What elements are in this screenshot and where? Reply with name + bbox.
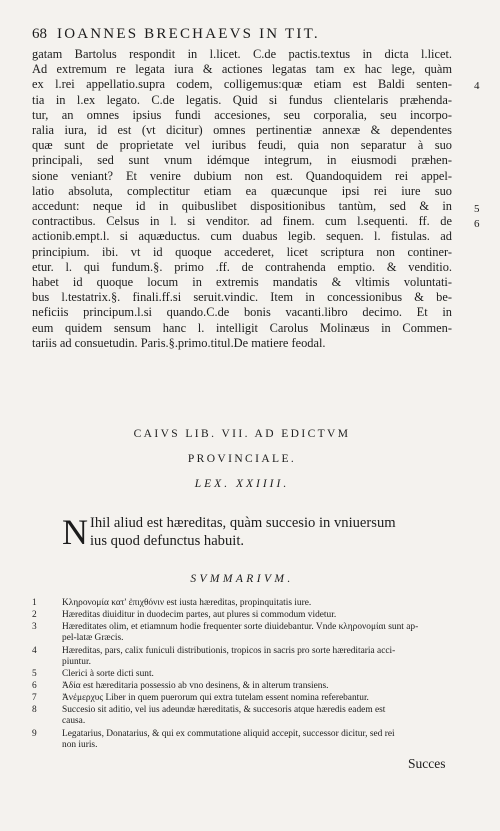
page-number: 68 bbox=[32, 26, 47, 42]
running-head bbox=[32, 26, 432, 43]
summary-item bbox=[32, 646, 450, 668]
commentary-text bbox=[32, 47, 452, 351]
lex-line: Ihil aliud est hæreditas, quàm succesio in vniuersum bbox=[90, 515, 396, 531]
lex-line: ius quod defunctus habuit. bbox=[90, 533, 245, 549]
text-line: contractibus. Celsus in l. si venditor. ad finem. cum l.sequenti. ff. de bbox=[32, 214, 452, 229]
drop-initial: N bbox=[62, 512, 88, 552]
text-line: actionib.empt.l. si aquæductus. cum duabus legib. sequen. l. fistulas. ad bbox=[32, 229, 452, 244]
text-line: neficiis principum.l.si quando.C.de bonis vacanti.libro decimo. Et in bbox=[32, 305, 452, 320]
heading-caius: CAIVS LIB. VII. AD EDICTVM bbox=[133, 428, 351, 440]
summary-item bbox=[32, 693, 450, 704]
summary-item-text: Legatarius, Donatarius, & qui ex commutatione aliquid accepit, successor dicitur, sed rei bbox=[62, 728, 395, 739]
summary-item-number: 5 bbox=[32, 668, 37, 679]
text-line: tur, an omnes ipsius fundi accesiones, seu corporalia, seu incorpo- bbox=[32, 107, 452, 122]
summary-item-text: non iuris. bbox=[62, 739, 98, 750]
text-line: accedunt: neque id in quibuslibet dispositionibus tantùm, sed & in bbox=[32, 199, 452, 214]
summary-item bbox=[32, 622, 450, 644]
summary-item bbox=[32, 610, 450, 621]
margin-number: 5 bbox=[474, 203, 480, 215]
summary-item-number: 4 bbox=[32, 645, 37, 656]
summary-item-text: causa. bbox=[62, 716, 86, 727]
heading-provinciale: PROVINCIALE. bbox=[187, 453, 297, 465]
margin-number: 4 bbox=[474, 80, 480, 92]
summary-item-number: 2 bbox=[32, 610, 37, 621]
summary-item bbox=[32, 729, 450, 751]
text-line: eum quidem sensum hanc l. intelligit Carolus Molinæus in Commen- bbox=[32, 320, 452, 335]
summary-item-text: Succesio sit aditio, vel ius adeundæ hæreditatis, & succesoris atque hæredis eadem est bbox=[62, 705, 386, 716]
text-line: habet id quoque locum in extremis mandatis & vltimis voluntati- bbox=[32, 275, 452, 290]
text-line: principali, sed sunt vnum idémque integrum, in eiusmodi præhen- bbox=[32, 153, 452, 168]
summary-item-text: Κληρονομία κατ' ἐπιχθόνιν est iusta hæreditas, propinquitatis iure. bbox=[62, 598, 312, 608]
summarium-list bbox=[32, 598, 450, 752]
summary-item-number: 6 bbox=[32, 680, 37, 691]
lex-text bbox=[62, 514, 442, 550]
text-line: quæ sunt de proprietate vel iuribus feudi, quia non separatur à suo bbox=[32, 138, 452, 153]
margin-number: 6 bbox=[474, 218, 480, 230]
summary-item-text: piuntur. bbox=[62, 656, 91, 667]
running-title: IOANNES BRECHAEVS IN TIT. bbox=[57, 26, 320, 42]
summarium-heading: SVMMARIVM. bbox=[190, 573, 294, 585]
text-line: etur. l. qui fundum.§. primo .ff. de contrahenda emptio. & venditio. bbox=[32, 259, 452, 274]
summary-item bbox=[32, 669, 450, 680]
summary-item-text: Ἀνέμερχυς Liber in quem puerorum qui extra tutelam essent nomina referebantur. bbox=[62, 693, 369, 704]
summary-item bbox=[32, 681, 450, 692]
text-line: gatam Bartolus respondit in l.licet. C.de pactis.textus in dicta l.licet. bbox=[32, 47, 452, 61]
text-line: tariis ad consuetudin. Paris.§.primo.titul.De matiere feodal. bbox=[32, 335, 326, 350]
text-line: ex l.rei appellatio.supra codem, colligemus:quæ etiam est Baldi senten- bbox=[32, 77, 452, 92]
heading-lex: LEX. XXIIII. bbox=[194, 478, 290, 490]
text-line: Ad extremum re legata iura & actiones legatas tam ex hac lege, quàm bbox=[32, 62, 452, 77]
summary-item bbox=[32, 598, 450, 609]
text-line: tia in l.ex legato. C.de legatis. Quid si fundus clientelaris præhenda- bbox=[32, 92, 452, 107]
text-line: principium. ibi. vt id quoque accederet, licet scriptura non continer- bbox=[32, 244, 452, 259]
summary-item-number: 9 bbox=[32, 728, 37, 739]
text-line: latio absoluta, complectitur etiam ea quæcunque ipsi rei iure suo bbox=[32, 183, 452, 198]
summary-item bbox=[32, 705, 450, 727]
summary-item-number: 1 bbox=[32, 598, 37, 608]
summary-item-text: Hæreditates olim, et etiamnum hodie frequenter sorte diuidebantur. Vnde κληρονομίαι sunt ap- bbox=[62, 622, 419, 633]
summary-item-number: 8 bbox=[32, 705, 37, 716]
summary-item-text: pel-latæ Græcis. bbox=[62, 633, 124, 644]
summary-item-number: 7 bbox=[32, 693, 37, 704]
catchword: Succes bbox=[408, 756, 446, 771]
text-line: ralia iura, id est (vt dicitur) omnes pertinentiæ annexæ & dependentes bbox=[32, 123, 452, 138]
text-line: sione veniant? Et venire dubium non est. Quandoquidem rei appel- bbox=[32, 168, 452, 183]
summary-item-text: Clerici à sorte dicti sunt. bbox=[62, 668, 154, 679]
summary-item-text: Ἀδία est hæreditaria possessio ab vno desinens, & in alterum transiens. bbox=[62, 680, 329, 691]
summary-item-number: 3 bbox=[32, 622, 37, 633]
summary-item-text: Hæreditas diuiditur in duodecim partes, aut plures si commodum videtur. bbox=[62, 610, 337, 621]
summary-item-text: Hæreditas, pars, calix funiculi distributionis, tropicos in sacris pro sorte hæreditaria acci- bbox=[62, 645, 396, 656]
text-line: bus l.testatrix.§. finali.ff.si seruit.vindic. Item in concessionibus & be- bbox=[32, 290, 452, 305]
